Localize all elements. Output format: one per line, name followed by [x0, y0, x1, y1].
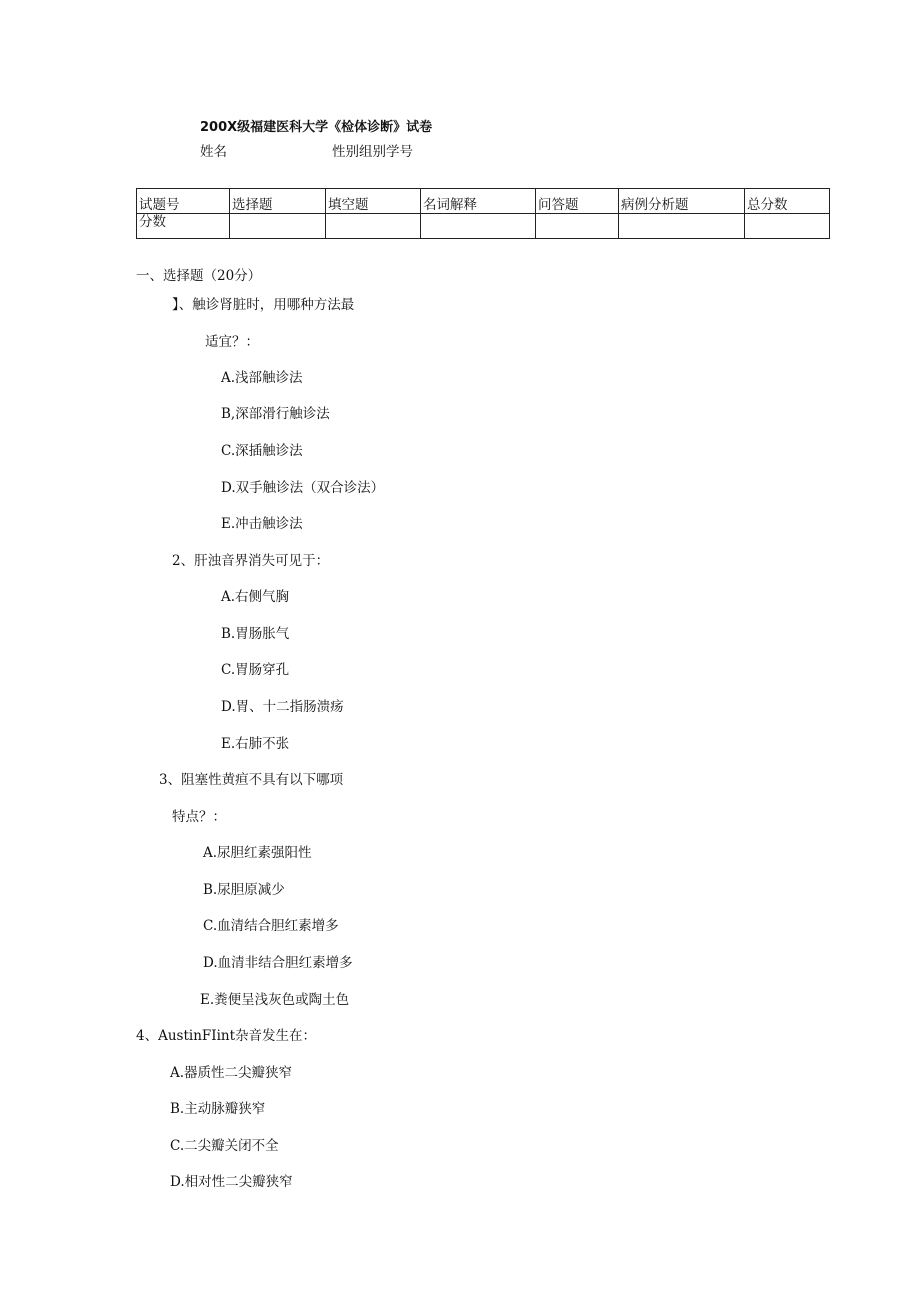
option-e: E.粪便呈浅灰色或陶土色 — [200, 992, 350, 1008]
table-cell: 名词解释 — [421, 189, 536, 214]
score-input-cell[interactable] — [326, 214, 421, 239]
score-table — [136, 188, 830, 239]
option-a: A.尿胆红素强阳性 — [203, 845, 312, 861]
question-4-text: 4、AustinFIint杂音发生在： — [136, 1028, 317, 1044]
option-c: C.深插触诊法 — [221, 443, 303, 459]
question-1-text-cont: 适宜？： — [205, 334, 259, 350]
score-table-score-row — [137, 214, 830, 239]
section-title: 一、选择题（20分） — [136, 268, 262, 284]
question-1-text: 】、触诊肾脏时，用哪种方法最 — [172, 297, 355, 313]
option-d: D.相对性二尖瓣狭窄 — [170, 1174, 293, 1190]
table-cell: 问答题 — [536, 189, 619, 214]
option-b: B.主动脉瓣狭窄 — [170, 1101, 266, 1117]
score-input-cell[interactable] — [230, 214, 326, 239]
score-table-header-row — [137, 189, 830, 214]
option-e: E.右肺不张 — [221, 736, 290, 752]
option-c: C.二尖瓣关闭不全 — [170, 1138, 279, 1154]
option-a: A.器质性二尖瓣狭窄 — [170, 1065, 293, 1081]
option-b: B.尿胆原减少 — [203, 882, 285, 898]
option-b: B,深部滑行触诊法 — [221, 406, 330, 422]
table-cell: 选择题 — [230, 189, 326, 214]
option-c: C.胃肠穿孔 — [221, 662, 290, 678]
option-d: D.胃、十二指肠溃疡 — [221, 699, 344, 715]
table-cell: 填空题 — [326, 189, 421, 214]
option-b: B.胃肠胀气 — [221, 626, 290, 642]
score-input-cell[interactable] — [536, 214, 619, 239]
question-3-text: 3、阻塞性黄疸不具有以下哪项 — [159, 772, 344, 788]
table-cell: 试题号 — [137, 189, 230, 214]
option-a: A.浅部触诊法 — [221, 370, 303, 386]
score-input-cell[interactable] — [745, 214, 830, 239]
table-cell: 病例分析题 — [619, 189, 745, 214]
table-cell: 分数 — [137, 214, 230, 239]
exam-title: 200X级福建医科大学《检体诊断》试卷 — [200, 120, 433, 135]
score-input-cell[interactable] — [421, 214, 536, 239]
student-info-labels: 性别组别学号 — [332, 144, 413, 160]
option-c: C.血清结合胆红素增多 — [203, 918, 339, 934]
name-field-label: 姓名 — [200, 144, 227, 160]
score-input-cell[interactable] — [619, 214, 745, 239]
table-cell: 总分数 — [745, 189, 830, 214]
option-e: E.冲击触诊法 — [221, 516, 303, 532]
option-d: D.双手触诊法（双合诊法） — [221, 480, 385, 496]
option-d: D.血清非结合胆红素增多 — [203, 955, 353, 971]
option-a: A.右侧气胸 — [221, 589, 290, 605]
question-3-text-cont: 特点？： — [172, 809, 226, 825]
question-2-text: 2、肝浊音界消失可见于： — [172, 553, 330, 569]
